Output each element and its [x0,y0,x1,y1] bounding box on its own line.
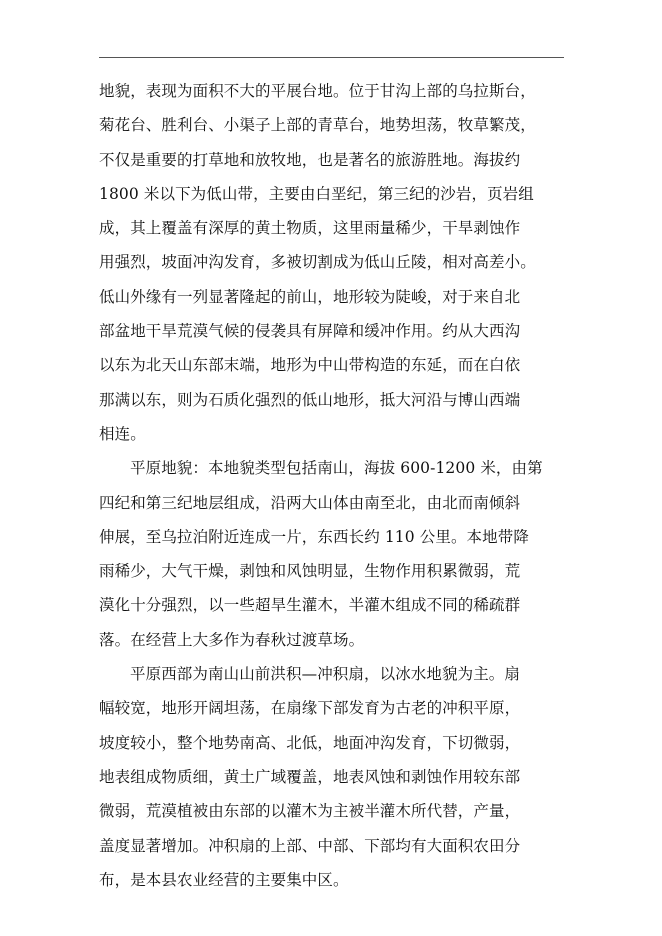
text-line: 地貌，表现为面积不大的平展台地。位于甘沟上部的乌拉斯台， [99,82,536,100]
text-line: 落。在经营上大多作为春秋过渡草场。 [99,630,365,649]
text-line: 那满以东，则为石质化强烈的低山地形，抵大河沿与博山西端 [99,390,521,409]
text-line: 平原西部为南山山前洪积—冲积扇，以冰水地貌为主。扇 [130,665,521,684]
text-line: 菊花台、胜利台、小渠子上部的青草台，地势坦荡，牧草繁茂， [99,116,536,135]
text-line: 成，其上覆盖有深厚的黄土物质，这里雨量稀少，干旱剥蚀作 [99,219,521,238]
text-line: 微弱，荒漠植被由东部的以灌木为主被半灌木所代替，产量， [99,802,521,821]
text-line: 不仅是重要的打草地和放牧地，也是著名的旅游胜地。海拔约 [99,150,521,169]
text-line: 雨稀少，大气干燥，剥蚀和风蚀明显，生物作用积累微弱，荒 [99,562,521,581]
text-line: 以东为北天山东部末端，地形为中山带构造的东延，而在白依 [99,356,521,375]
text-line: 平原地貌：本地貌类型包括南山，海拔 600-1200 米，由第 [130,459,543,478]
text-line: 相连。 [99,424,146,443]
text-line: 坡度较小，整个地势南高、北低，地面冲沟发育，下切微弱， [99,733,521,752]
header-rule [99,57,564,58]
text-line: 漠化十分强烈，以一些超旱生灌木，半灌木组成不同的稀疏群 [99,596,521,615]
text-line: 地表组成物质细，黄土广域覆盖，地表风蚀和剥蚀作用较东部 [99,767,521,786]
text-line: 1800 米以下为低山带，主要由白垩纪，第三纪的沙岩，页岩组 [99,184,534,203]
text-line: 布，是本县农业经营的主要集中区。 [99,870,349,889]
text-line: 幅较宽，地形开阔坦荡，在扇缘下部发育为古老的冲积平原， [99,699,521,718]
text-line: 伸展，至乌拉泊附近连成一片，东西长约 110 公里。本地带降 [99,527,529,546]
text-line: 低山外缘有一列显著隆起的前山，地形较为陡峻，对于来自北 [99,287,521,306]
text-line: 四纪和第三纪地层组成，沿两大山体由南至北，由北而南倾斜 [99,493,521,512]
text-line: 盖度显著增加。冲积扇的上部、中部、下部均有大面积农田分 [99,836,521,855]
text-line: 部盆地干旱荒漠气候的侵袭具有屏障和缓冲作用。约从大西沟 [99,322,521,341]
body-text [99,74,569,897]
text-line: 用强烈，坡面冲沟发育，多被切割成为低山丘陵，相对高差小。 [99,253,536,272]
